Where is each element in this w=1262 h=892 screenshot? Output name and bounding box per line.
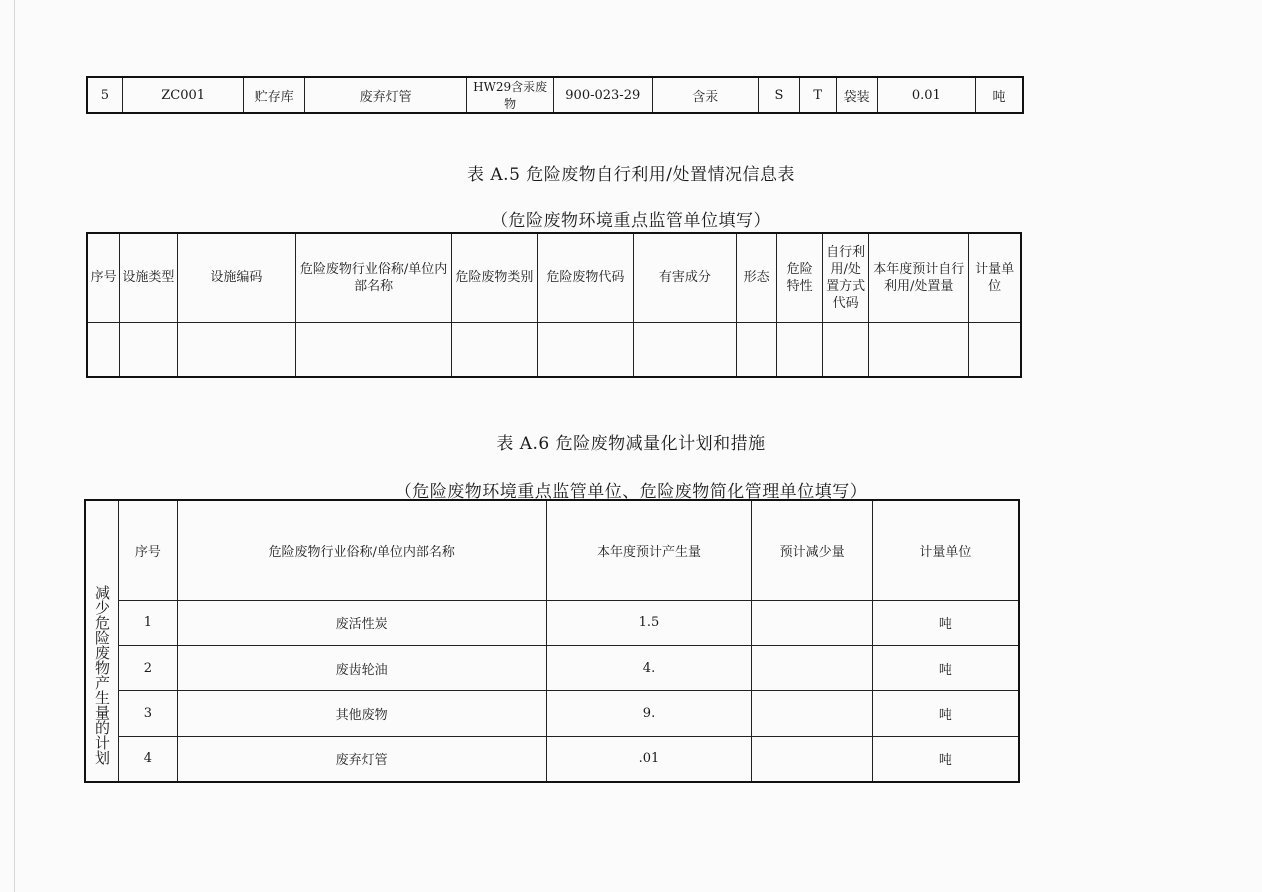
- table-row: [85, 736, 1019, 782]
- cell-waste-name: 废齿轮油: [177, 646, 546, 691]
- cell-facility-code: ZC001: [122, 77, 244, 113]
- cell-form: S: [759, 77, 800, 113]
- empty-cell: [737, 322, 777, 377]
- header-hazard-property: 危险特性: [777, 233, 823, 322]
- header-planned-generation: 本年度预计产生量: [546, 500, 752, 600]
- table-row: [85, 646, 1019, 691]
- table-a6-title: 表 A.6 危险废物减量化计划和措施: [496, 434, 766, 454]
- cell-waste-code: 900-023-29: [553, 77, 652, 113]
- header-unit: 计量单位: [872, 500, 1019, 600]
- header-hazardous-component: 有害成分: [633, 233, 736, 322]
- cell-no: 1: [118, 600, 177, 645]
- cell-waste-name: 废活性炭: [177, 600, 546, 645]
- cell-amount: 0.01: [877, 77, 976, 113]
- table-a6: [84, 499, 1020, 783]
- table-a5-title: 表 A.5 危险废物自行利用/处置情况信息表: [466, 165, 796, 185]
- cell-unit: 吨: [872, 646, 1019, 691]
- side-label-cell: [85, 500, 118, 782]
- cell-waste-name: 其他废物: [177, 691, 546, 736]
- table-header-row: [85, 500, 1019, 600]
- cell-no: 5: [87, 77, 122, 113]
- header-unit: 计量单位: [969, 233, 1021, 322]
- header-waste-category: 危险废物类别: [451, 233, 537, 322]
- cell-package: 袋装: [836, 77, 877, 113]
- table-header-row: [87, 233, 1021, 322]
- header-planned-reduction: 预计减少量: [752, 500, 872, 600]
- header-waste-code: 危险废物代码: [537, 233, 633, 322]
- empty-cell: [537, 322, 633, 377]
- empty-cell: [823, 322, 869, 377]
- cell-generation: .01: [546, 736, 752, 782]
- empty-cell: [451, 322, 537, 377]
- empty-cell: [969, 322, 1021, 377]
- header-waste-name: 危险废物行业俗称/单位内部名称: [296, 233, 452, 322]
- cell-unit: 吨: [976, 77, 1023, 113]
- cell-waste-name: 废弃灯管: [177, 736, 546, 782]
- cell-unit: 吨: [872, 691, 1019, 736]
- cell-generation: 4.: [546, 646, 752, 691]
- empty-cell: [296, 322, 452, 377]
- table-row: [85, 691, 1019, 736]
- cell-hazardous-component: 含汞: [652, 77, 758, 113]
- header-facility-type: 设施类型: [120, 233, 177, 322]
- side-label: 减少危险废物产生量的计划: [92, 585, 111, 765]
- cell-no: 3: [118, 691, 177, 736]
- table-row: [85, 600, 1019, 645]
- previous-table-last-row: [86, 76, 1024, 114]
- empty-cell: [87, 322, 120, 377]
- cell-unit: 吨: [872, 736, 1019, 782]
- header-no: 序号: [118, 500, 177, 600]
- header-waste-name: 危险废物行业俗称/单位内部名称: [177, 500, 546, 600]
- cell-waste-name: 废弃灯管: [305, 77, 467, 113]
- empty-cell: [120, 322, 177, 377]
- header-method-code: 自行利用/处置方式代码: [823, 233, 869, 322]
- cell-reduction: [752, 600, 872, 645]
- table-a5-subtitle: （危险废物环境重点监管单位填写）: [491, 211, 771, 231]
- cell-reduction: [752, 736, 872, 782]
- table-row: [87, 77, 1023, 113]
- cell-waste-category: HW29含汞废物: [467, 77, 554, 113]
- header-form: 形态: [737, 233, 777, 322]
- cell-generation: 1.5: [546, 600, 752, 645]
- cell-no: 2: [118, 646, 177, 691]
- cell-reduction: [752, 691, 872, 736]
- empty-cell: [777, 322, 823, 377]
- empty-cell: [869, 322, 969, 377]
- cell-no: 4: [118, 736, 177, 782]
- cell-unit: 吨: [872, 600, 1019, 645]
- table-row-empty: [87, 322, 1021, 377]
- header-facility-code: 设施编码: [177, 233, 296, 322]
- table-a6-subtitle: （危险废物环境重点监管单位、危险废物简化管理单位填写）: [394, 482, 868, 502]
- empty-cell: [177, 322, 296, 377]
- cell-generation: 9.: [546, 691, 752, 736]
- cell-facility-type: 贮存库: [244, 77, 305, 113]
- empty-cell: [633, 322, 736, 377]
- header-planned-amount: 本年度预计自行利用/处置量: [869, 233, 969, 322]
- table-a5: [86, 232, 1022, 378]
- header-no: 序号: [87, 233, 120, 322]
- cell-hazard-property: T: [799, 77, 836, 113]
- cell-reduction: [752, 646, 872, 691]
